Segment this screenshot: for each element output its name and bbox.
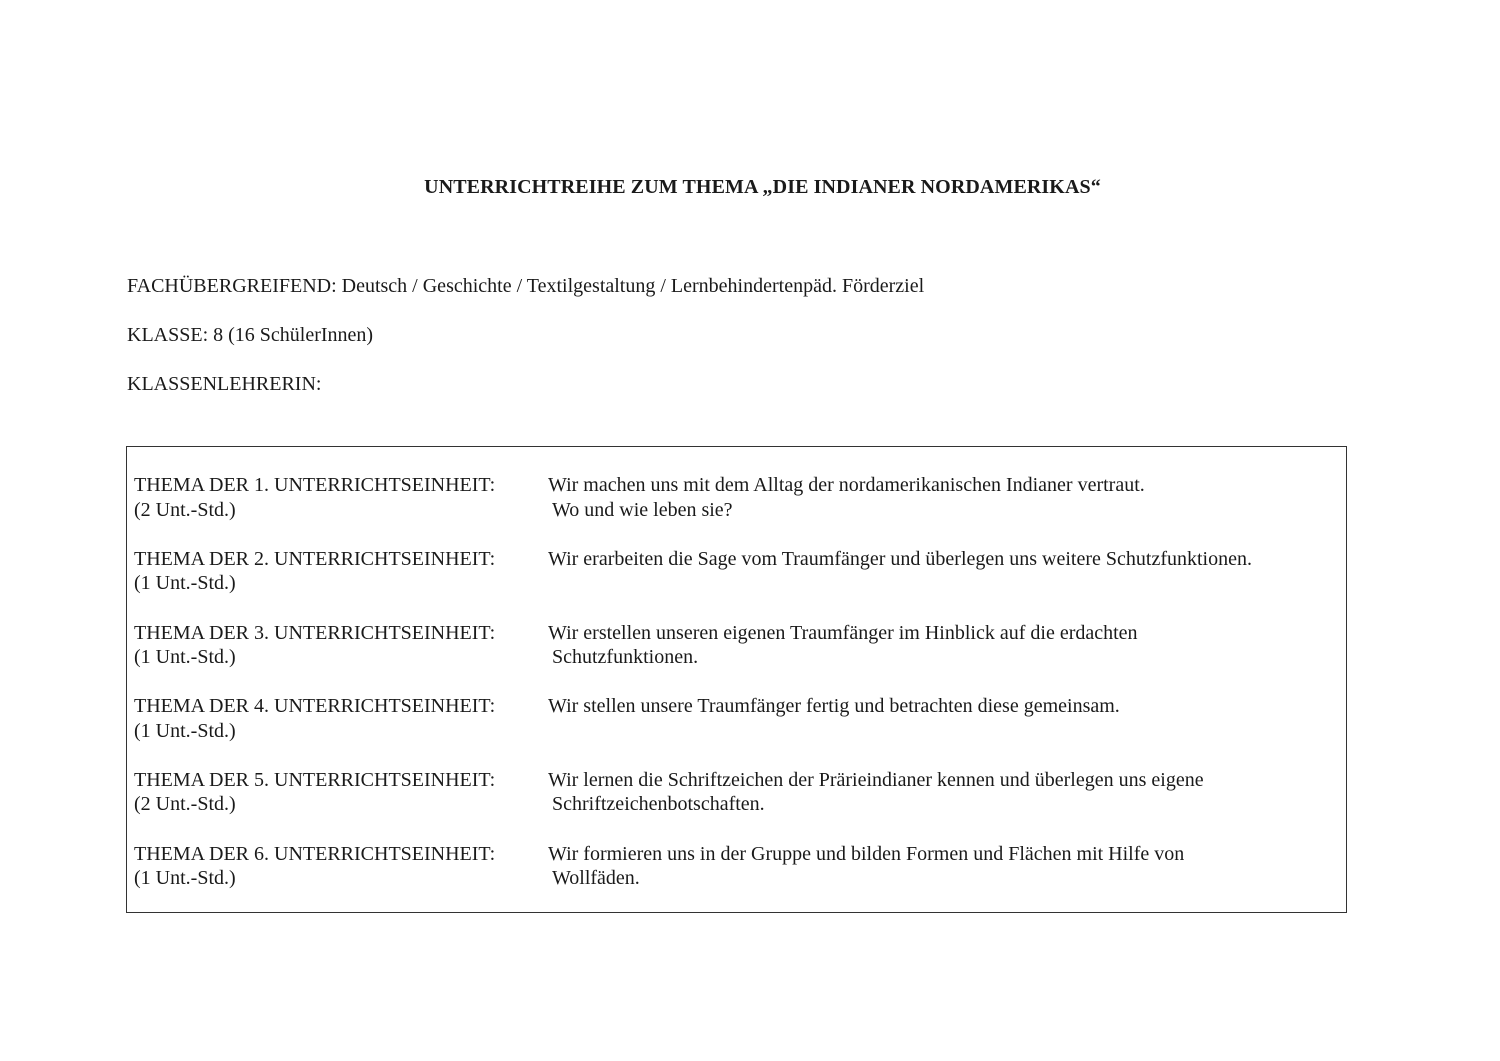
unit-2-hours: (1 Unt.-Std.) bbox=[134, 572, 236, 594]
unit-1-hours: (2 Unt.-Std.) bbox=[134, 499, 236, 521]
unit-3-description-line1: Wir erstellen unseren eigenen Traumfänger im Hinblick auf die erdachten bbox=[548, 622, 1138, 644]
unit-3-description-line2: Schutzfunktionen. bbox=[552, 646, 699, 668]
unit-6-label: THEMA DER 6. UNTERRICHTSEINHEIT: bbox=[134, 843, 496, 865]
unit-6-description-line1: Wir formieren uns in der Gruppe und bilden Formen und Flächen mit Hilfe von bbox=[548, 843, 1185, 865]
teaching-units-box bbox=[126, 446, 1347, 913]
unit-2-description-line1: Wir erarbeiten die Sage vom Traumfänger und überlegen uns weitere Schutzfunktionen. bbox=[548, 548, 1252, 570]
unit-3-label: THEMA DER 3. UNTERRICHTSEINHEIT: bbox=[134, 622, 496, 644]
page-title: UNTERRICHTREIHE ZUM THEMA „DIE INDIANER NORDAMERIKAS“ bbox=[424, 176, 1101, 198]
unit-4-description-line1: Wir stellen unsere Traumfänger fertig und betrachten diese gemeinsam. bbox=[548, 695, 1120, 717]
unit-6-description-line2: Wollfäden. bbox=[552, 867, 640, 889]
unit-5-label: THEMA DER 5. UNTERRICHTSEINHEIT: bbox=[134, 769, 496, 791]
class-line: KLASSE: 8 (16 SchülerInnen) bbox=[127, 324, 374, 346]
unit-4-hours: (1 Unt.-Std.) bbox=[134, 720, 236, 742]
unit-3-hours: (1 Unt.-Std.) bbox=[134, 646, 236, 668]
subjects-line: FACHÜBERGREIFEND: Deutsch / Geschichte / Textilgestaltung / Lernbehindertenpäd. Förderziel bbox=[127, 275, 925, 297]
unit-6-hours: (1 Unt.-Std.) bbox=[134, 867, 236, 889]
unit-2-label: THEMA DER 2. UNTERRICHTSEINHEIT: bbox=[134, 548, 496, 570]
unit-5-description-line2: Schriftzeichenbotschaften. bbox=[552, 793, 765, 815]
teacher-line: KLASSENLEHRERIN: bbox=[127, 373, 322, 395]
unit-5-hours: (2 Unt.-Std.) bbox=[134, 793, 236, 815]
unit-1-description-line2: Wo und wie leben sie? bbox=[552, 499, 733, 521]
unit-4-label: THEMA DER 4. UNTERRICHTSEINHEIT: bbox=[134, 695, 496, 717]
unit-1-label: THEMA DER 1. UNTERRICHTSEINHEIT: bbox=[134, 474, 496, 496]
unit-1-description-line1: Wir machen uns mit dem Alltag der nordamerikanischen Indianer vertraut. bbox=[548, 474, 1145, 496]
unit-5-description-line1: Wir lernen die Schriftzeichen der Prärieindianer kennen und überlegen uns eigene bbox=[548, 769, 1204, 791]
